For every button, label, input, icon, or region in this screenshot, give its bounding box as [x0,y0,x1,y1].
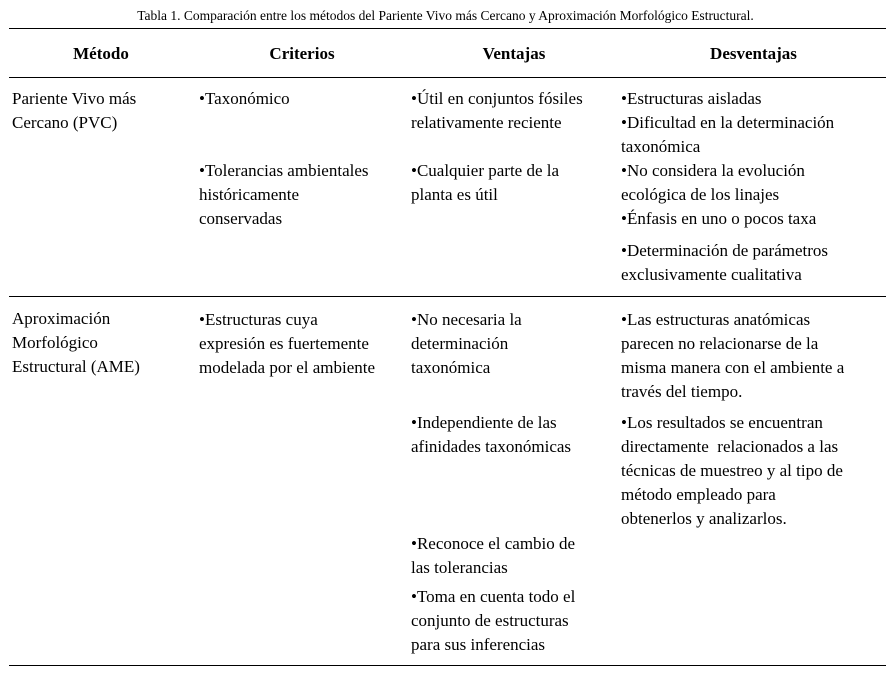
row-pvc-desventaja-item: •No considera la evolución ecológica de los linajes [621,161,805,204]
row-pvc-desventaja-item: •Énfasis en uno o pocos taxa [621,209,817,228]
row-ame-ventaja-item: •No necesaria la determinación taxonómica [411,310,522,377]
header-rule [9,77,886,78]
table-caption: Tabla 1. Comparación entre los métodos del Pariente Vivo más Cercano y Aproximación Morfológico Estructural. [137,8,754,23]
row-pvc-ventaja-item: •Útil en conjuntos fósiles relativamente reciente [411,89,583,132]
row-pvc-desventaja-item: •Dificultad en la determinación taxonómica [621,113,835,156]
row-pvc-criterio-item: •Taxonómico [199,89,290,108]
row-ame-desventaja-item: •Los resultados se encuentran directamente relacionados a las técnicas de muestreo y al tipo de método empleado para obtenerlos y analizarlos. [621,413,843,528]
row-ame-ventaja-item: •Independiente de las afinidades taxonómicas [411,413,572,456]
header-desventajas: Desventajas [710,44,797,63]
row-ame-desventaja-item: •Las estructuras anatómicas parecen no relacionarse de la misma manera con el ambiente a través del tiempo. [621,310,845,401]
header-criterios: Criterios [269,44,335,63]
row-separator-rule [9,296,886,297]
row-pvc-metodo: Pariente Vivo más Cercano (PVC) [12,89,137,132]
row-pvc-desventaja-item: •Determinación de parámetros exclusivamente cualitativa [621,241,829,284]
row-pvc-criterio-item: •Tolerancias ambientales históricamente conservadas [199,161,369,228]
row-pvc-ventaja-item: •Cualquier parte de la planta es útil [411,161,560,204]
row-ame-criterio-item: •Estructuras cuya expresión es fuertemente modelada por el ambiente [199,310,376,377]
top-rule [9,28,886,29]
row-ame-ventaja-item: •Toma en cuenta todo el conjunto de estructuras para sus inferencias [411,587,576,654]
row-pvc-desventaja-item: •Estructuras aisladas [621,89,762,108]
header-metodo: Método [73,44,129,63]
row-ame-ventaja-item: •Reconoce el cambio de las tolerancias [411,534,576,577]
row-ame-metodo: Aproximación Morfológico Estructural (AME) [12,309,140,376]
header-ventajas: Ventajas [482,44,546,63]
bottom-rule [9,665,886,666]
